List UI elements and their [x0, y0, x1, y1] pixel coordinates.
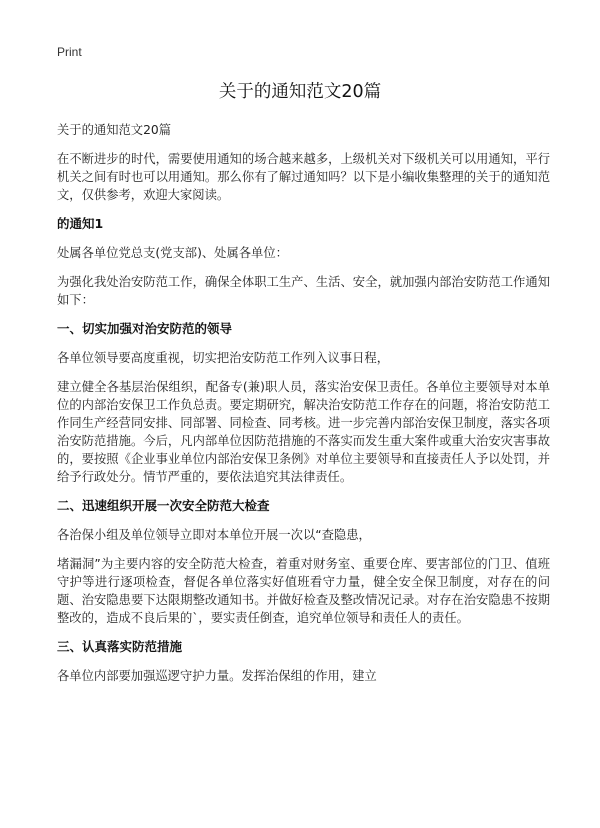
section2-heading: 二、迅速组织开展一次安全防范大检查: [57, 498, 270, 513]
section3-heading: 三、认真落实防范措施: [57, 639, 183, 654]
section2-paragraph-1: 各治保小组及单位领导立即对本单位开展一次以“查隐患，: [57, 528, 371, 542]
section2-paragraph-2: 堵漏洞”为主要内容的安全防范大检查，着重对财务室、重要仓库、要害部位的门卫、值班守护等进行逐项检查，督促各单位落实好值班看守力量，健全安全保卫制度，对存在的问题、治安隐患要下达限期整改通知书。并做好检查及整改情况记录。对存在治安隐患不按期整改的，造成不良后果的`，要实责任倒查，追究单位领导和责任人的责任。: [57, 557, 550, 625]
section1-paragraph-2: 建立健全各基层治保组织，配备专(兼)职人员，落实治安保卫责任。各单位主要领导对本单位的内部治安保卫工作负总责。要定期研究，解决治安防范工作存在的问题，将治安防范工作同生产经营同安排、同部署、同检查、同考核。进一步完善内部治安保卫制度，落实各项治安防范措施。今后，凡内部单位因防范措施的不落实而发生重大案件或重大治安灾害事故的，要按照《企业事业单位内部治安保卫条例》对单位主要领导和直接责任人予以处罚，并给予行政处分。情节严重的，要依法追究其法律责任。: [57, 380, 550, 484]
section1-paragraph-1: 各单位领导要高度重视，切实把治安防范工作列入议事日程，: [57, 351, 390, 365]
section3-paragraph-1: 各单位内部要加强巡逻守护力量。发挥治保组的作用，建立: [57, 669, 377, 683]
addressee-paragraph: 处属各单位党总支(党支部)、处属各单位：: [57, 246, 288, 260]
document-subtitle: 关于的通知范文20篇: [57, 123, 172, 137]
purpose-paragraph: 为强化我处治安防范工作，确保全体职工生产、生活、安全，就加强内部治安防范工作通知如下：: [57, 275, 550, 307]
document-body: [57, 121, 550, 696]
document-title: 关于的通知范文20篇: [218, 82, 382, 102]
print-label[interactable]: Print: [57, 45, 82, 59]
notice-heading: 的通知1: [57, 216, 104, 231]
intro-paragraph: 在不断进步的时代，需要使用通知的场合越来越多，上级机关对下级机关可以用通知，平行机关之间有时也可以用通知。那么你有了解过通知吗？以下是小编收集整理的关于的通知范文，仅供参考，欢迎大家阅读。: [57, 152, 550, 202]
section1-heading: 一、切实加强对治安防范的领导: [57, 321, 233, 336]
